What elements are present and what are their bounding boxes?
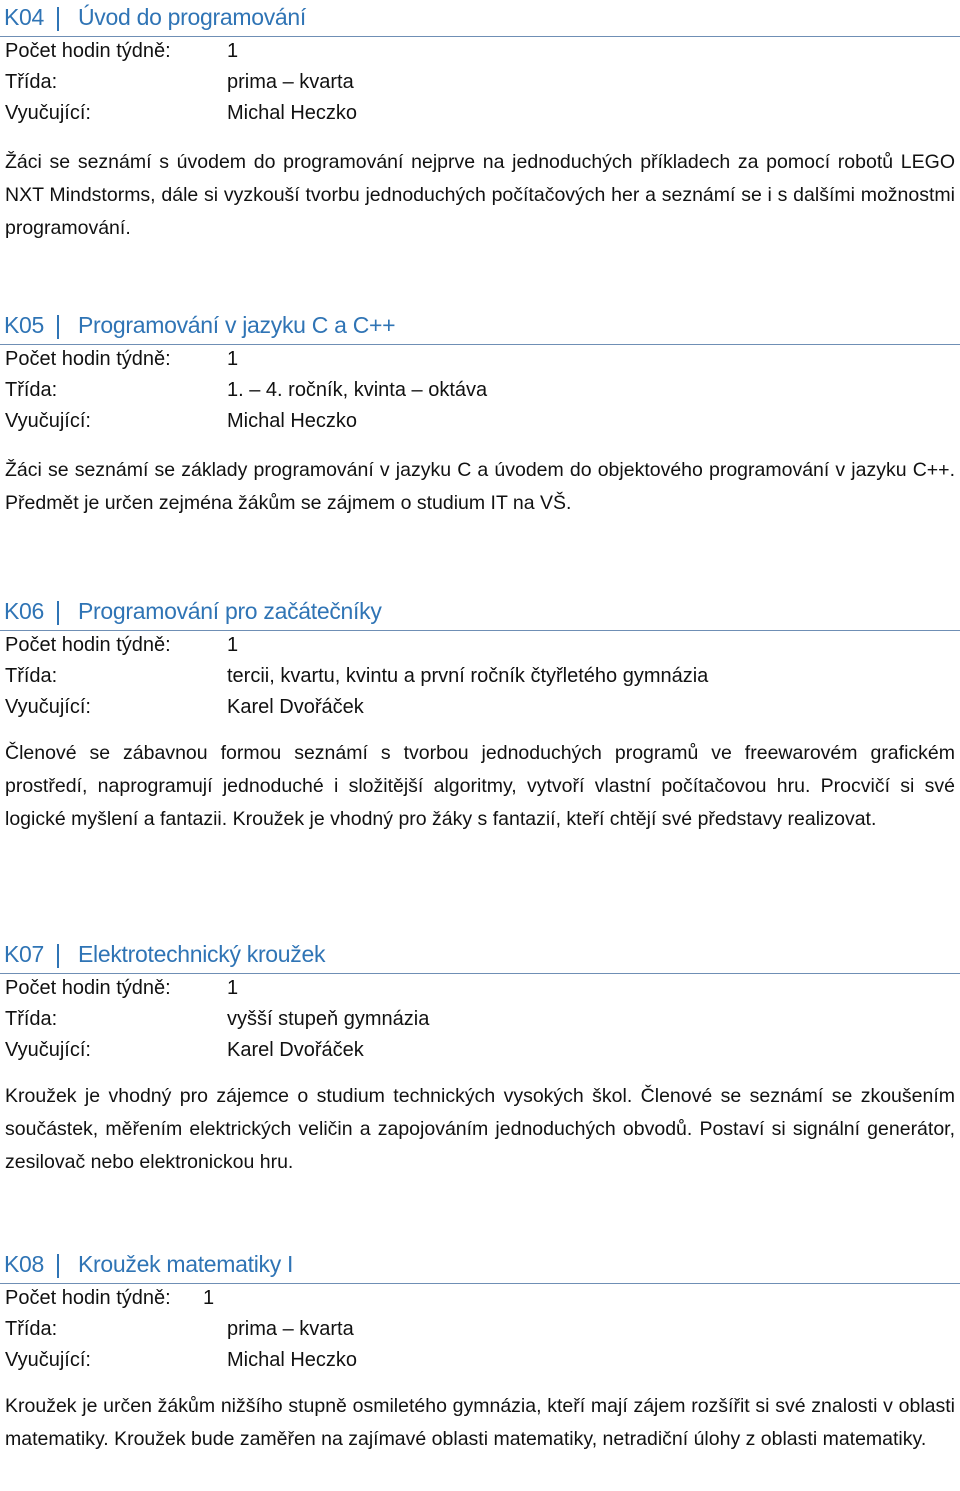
course-code: K05 xyxy=(4,312,45,338)
teacher-row xyxy=(0,407,960,438)
hours-row xyxy=(0,37,960,68)
hours-row xyxy=(0,1284,960,1315)
teacher-row xyxy=(0,693,960,724)
course-section-k04 xyxy=(0,2,960,245)
hours-value: 1 xyxy=(227,348,239,370)
hours-value: 1 xyxy=(203,1287,215,1309)
course-title: Úvod do programování xyxy=(78,4,306,30)
hours-label: Počet hodin týdně: xyxy=(5,348,171,370)
teacher-label: Vyučující: xyxy=(5,102,91,124)
heading-divider xyxy=(57,601,59,625)
course-section-k07 xyxy=(0,939,960,1179)
class-label: Třída: xyxy=(5,1318,58,1340)
course-title: Programování pro začátečníky xyxy=(78,598,382,624)
class-label: Třída: xyxy=(5,379,58,401)
class-value: 1. – 4. ročník, kvinta – oktáva xyxy=(227,379,488,401)
course-description: Žáci se seznámí se základy programování v jazyku C a úvodem do objektového programování v jazyku C++. Předmět je určen zejména žákům se zájmem o studium IT na VŠ. xyxy=(5,459,955,514)
hours-label: Počet hodin týdně: xyxy=(5,1287,171,1309)
heading-divider xyxy=(57,315,59,339)
hours-value: 1 xyxy=(227,40,239,62)
teacher-value: Michal Heczko xyxy=(227,410,358,432)
teacher-value: Michal Heczko xyxy=(227,1349,358,1371)
teacher-row xyxy=(0,99,960,130)
teacher-value: Karel Dvořáček xyxy=(227,1039,364,1061)
course-heading xyxy=(0,310,960,345)
class-value: tercii, kvartu, kvintu a první ročník čtyřletého gymnázia xyxy=(227,665,709,687)
course-heading xyxy=(0,2,960,37)
class-value: vyšší stupeň gymnázia xyxy=(227,1008,430,1030)
hours-label: Počet hodin týdně: xyxy=(5,977,171,999)
hours-row xyxy=(0,631,960,662)
teacher-label: Vyučující: xyxy=(5,696,91,718)
teacher-label: Vyučující: xyxy=(5,1349,91,1371)
class-label: Třída: xyxy=(5,71,58,93)
teacher-label: Vyučující: xyxy=(5,410,91,432)
course-description: Kroužek je vhodný pro zájemce o studium technických vysokých škol. Členové se seznámí se zkoušením součástek, měřením elektrických veličin a zapojováním jednoduchých obvodů. Postaví si signální generátor, zesilovač nebo elektronickou hru. xyxy=(5,1085,955,1173)
teacher-value: Michal Heczko xyxy=(227,102,358,124)
teacher-value: Karel Dvořáček xyxy=(227,696,364,718)
course-heading xyxy=(0,596,960,631)
hours-label: Počet hodin týdně: xyxy=(5,634,171,656)
class-row xyxy=(0,376,960,407)
course-title: Elektrotechnický kroužek xyxy=(78,941,326,967)
course-section-k05 xyxy=(0,310,960,520)
heading-divider xyxy=(57,944,59,968)
course-title: Kroužek matematiky I xyxy=(78,1251,294,1277)
course-section-k06 xyxy=(0,596,960,836)
teacher-row xyxy=(0,1036,960,1067)
class-value: prima – kvarta xyxy=(227,1318,354,1340)
class-label: Třída: xyxy=(5,1008,58,1030)
course-description: Členové se zábavnou formou seznámí s tvorbou jednoduchých programů ve freewarovém grafickém prostředí, naprogramují jednoduché i složitější algoritmy, vytvoří vlastní počítačovou hru. Procvičí si své logické myšlení a fantazii. Kroužek je vhodný pro žáky s fantazií, kteří chtějí své představy realizovat. xyxy=(5,742,955,830)
course-description: Kroužek je určen žákům nižšího stupně osmiletého gymnázia, kteří mají zájem rozšířit si své znalosti v oblasti matematiky. Kroužek bude zaměřen na zajímavé oblasti matematiky, netradiční úlohy z oblasti matematiky. xyxy=(5,1395,955,1450)
hours-row xyxy=(0,974,960,1005)
class-row xyxy=(0,1315,960,1346)
heading-divider xyxy=(57,7,59,31)
course-section-k08 xyxy=(0,1249,960,1456)
course-heading xyxy=(0,1249,960,1284)
class-row xyxy=(0,1005,960,1036)
course-code: K06 xyxy=(4,598,45,624)
course-heading xyxy=(0,939,960,974)
class-row xyxy=(0,662,960,693)
teacher-row xyxy=(0,1346,960,1377)
hours-value: 1 xyxy=(227,977,239,999)
course-code: K04 xyxy=(4,4,45,30)
hours-row xyxy=(0,345,960,376)
teacher-label: Vyučující: xyxy=(5,1039,91,1061)
class-row xyxy=(0,68,960,99)
course-description: Žáci se seznámí s úvodem do programování nejprve na jednoduchých příkladech za pomocí robotů LEGO NXT Mindstorms, dále si vyzkouší tvorbu jednoduchých počítačových her a seznámí se i s dalšími možnostmi programování. xyxy=(5,151,955,239)
course-code: K08 xyxy=(4,1251,45,1277)
heading-divider xyxy=(57,1254,59,1278)
class-label: Třída: xyxy=(5,665,58,687)
class-value: prima – kvarta xyxy=(227,71,354,93)
hours-label: Počet hodin týdně: xyxy=(5,40,171,62)
hours-value: 1 xyxy=(227,634,239,656)
course-code: K07 xyxy=(4,941,45,967)
course-title: Programování v jazyku C a C++ xyxy=(78,312,396,338)
